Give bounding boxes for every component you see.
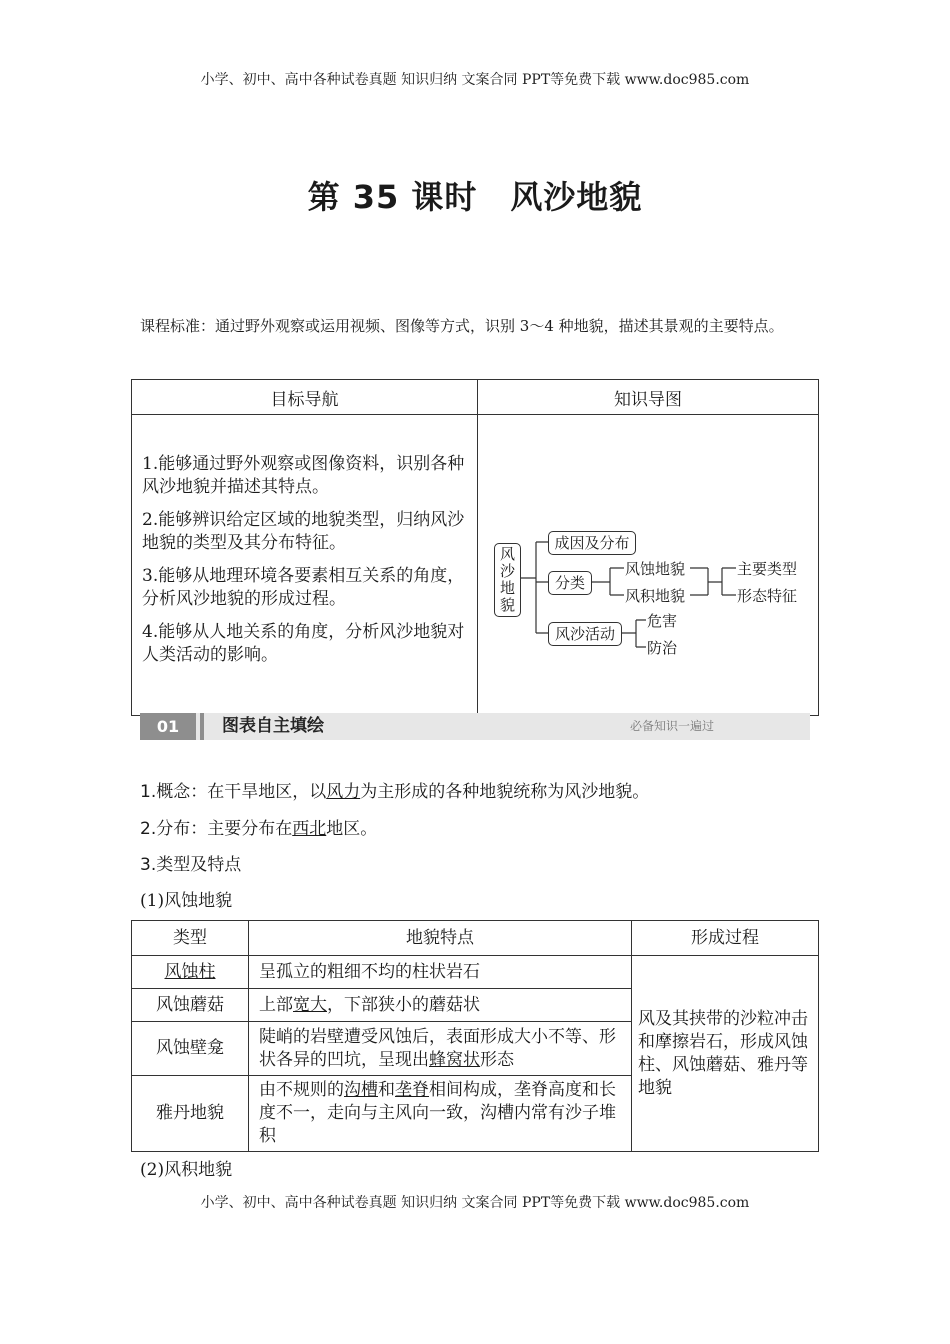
erosion-table xyxy=(131,920,819,1152)
mindmap-header: 知识导图 xyxy=(478,380,819,415)
erosion-heading: (1)风蚀地貌 xyxy=(140,891,233,911)
erosion-type: 雅丹地貌 xyxy=(132,1076,249,1152)
mindmap-branch-activity xyxy=(548,622,622,646)
distribution-line xyxy=(140,814,377,839)
erosion-feature xyxy=(249,1076,632,1152)
mindmap-branch-label: 风沙活动 xyxy=(554,625,615,643)
mindmap-branch-cause xyxy=(548,531,636,555)
section-subtitle: 必备知识一遍过 xyxy=(629,719,714,733)
distribution-key: 西北 xyxy=(292,819,327,839)
overview-table xyxy=(131,379,819,716)
erosion-feature xyxy=(249,989,632,1022)
feature-text: 上部 xyxy=(259,994,293,1015)
goal-item: 4.能够从人地关系的角度，分析风沙地貌对人类活动的影响。 xyxy=(142,622,465,665)
feature-text: ，下部狭小的蘑菇状 xyxy=(327,994,480,1015)
mindmap-control: 防治 xyxy=(647,639,678,657)
goals-header: 目标导航 xyxy=(132,380,478,415)
feature-text: 由不规则的 xyxy=(259,1080,344,1100)
mindmap-branch-label: 分类 xyxy=(554,574,585,592)
erosion-type: 风蚀柱 xyxy=(164,961,216,982)
feature-key: 宽大 xyxy=(293,994,327,1015)
distribution-post: 地区。 xyxy=(326,819,378,839)
feature-key: 垄脊 xyxy=(395,1080,429,1100)
mindmap xyxy=(478,415,818,715)
mindmap-main-types: 主要类型 xyxy=(737,560,798,578)
erosion-type-cell xyxy=(132,956,249,989)
concept-label: 1.概念 xyxy=(140,782,191,802)
mindmap-cell xyxy=(478,415,819,716)
feature-key: 沟槽 xyxy=(344,1080,378,1100)
concept-line xyxy=(140,777,649,802)
curriculum-standard: 课程标准：通过野外观察或运用视频、图像等方式，识别 3～4 种地貌，描述其景观的主要特点。 xyxy=(140,317,784,335)
erosion-type: 风蚀蘑菇 xyxy=(132,989,249,1022)
erosion-feature: 呈孤立的粗细不均的柱状岩石 xyxy=(249,956,632,989)
mindmap-form-features: 形态特征 xyxy=(737,587,798,605)
feature-text: 相间构成，垄脊高度和长度不一，走向与主风向一致，沟槽内常有沙子堆积 xyxy=(259,1080,616,1146)
page-footer: 小学、初中、高中各种试卷真题 知识归纳 文案合同 PPT等免费下载 www.doc985.com xyxy=(200,1195,750,1211)
goal-item: 2.能够辨识给定区域的地貌类型，归纳风沙地貌的类型及其分布特征。 xyxy=(142,510,465,553)
table-row xyxy=(132,956,819,989)
feature-text: 和 xyxy=(378,1080,395,1100)
feature-key: 蜂窝状 xyxy=(429,1049,480,1070)
erosion-header-feature: 地貌特点 xyxy=(249,921,632,956)
goal-item: 1.能够通过野外观察或图像资料，识别各种风沙地貌并描述其特点。 xyxy=(142,454,465,497)
mindmap-erosion: 风蚀地貌 xyxy=(625,560,686,578)
distribution-label: 2.分布 xyxy=(140,819,191,839)
erosion-header-type: 类型 xyxy=(132,921,249,956)
mindmap-hazard: 危害 xyxy=(647,612,678,630)
distribution-pre: ：主要分布在 xyxy=(190,819,293,839)
mindmap-branch-label: 成因及分布 xyxy=(554,534,630,552)
mindmap-deposit: 风积地貌 xyxy=(625,587,686,605)
concept-key: 风力 xyxy=(326,782,361,802)
mindmap-branch-class xyxy=(548,571,592,595)
section-number: 01 xyxy=(140,713,196,740)
section-banner xyxy=(140,713,810,740)
feature-text: 形态 xyxy=(480,1049,514,1070)
page-title: 第 35 课时 风沙地貌 xyxy=(307,178,643,216)
mindmap-root xyxy=(494,543,521,617)
feature-text: 陡峭的岩壁遭受风蚀后，表面形成大小不等、形状各异的凹坑，呈现出 xyxy=(259,1026,616,1070)
goal-item: 3.能够从地理环境各要素相互关系的角度，分析风沙地貌的形成过程。 xyxy=(142,566,465,609)
concept-post: 为主形成的各种地貌统称为风沙地貌。 xyxy=(360,782,650,802)
erosion-feature xyxy=(249,1022,632,1076)
section-divider xyxy=(200,713,204,740)
concept-pre: ：在干旱地区，以 xyxy=(190,782,327,802)
erosion-header-process: 形成过程 xyxy=(632,921,819,956)
page-header: 小学、初中、高中各种试卷真题 知识归纳 文案合同 PPT等免费下载 www.doc985.com xyxy=(200,72,750,88)
erosion-type: 风蚀壁龛 xyxy=(132,1022,249,1076)
erosion-process: 风及其挟带的沙粒冲击和摩擦岩石，形成风蚀柱、风蚀蘑菇、雅丹等地貌 xyxy=(632,956,819,1152)
section-title: 图表自主填绘 xyxy=(222,716,324,736)
types-heading: 3.类型及特点 xyxy=(140,855,242,875)
goals-cell xyxy=(132,415,478,716)
mindmap-root-label: 风沙地貌 xyxy=(500,545,516,614)
deposit-heading: (2)风积地貌 xyxy=(140,1160,233,1180)
